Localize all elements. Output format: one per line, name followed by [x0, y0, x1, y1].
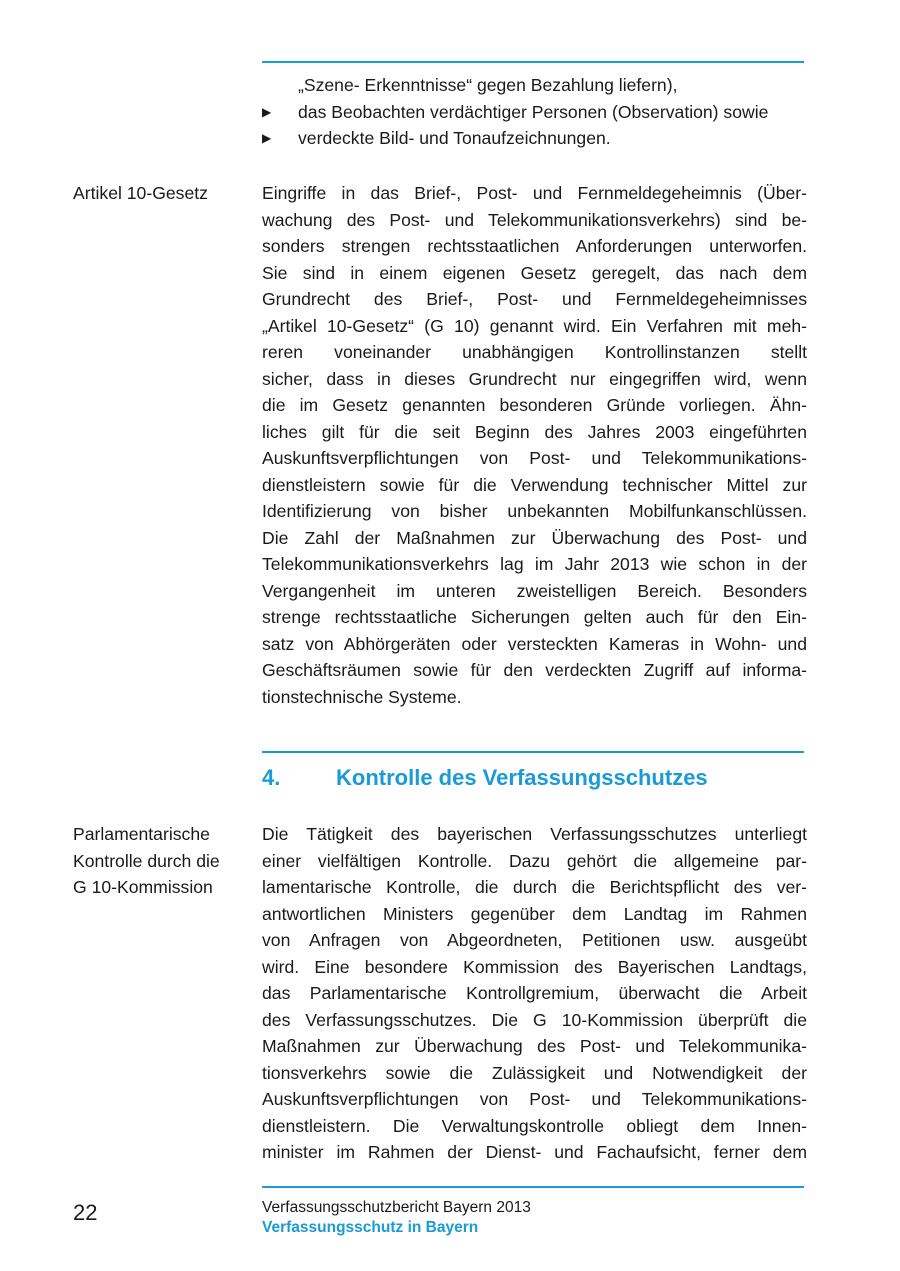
footer-publication: Verfassungsschutzbericht Bayern 2013	[262, 1199, 531, 1216]
list-item-text: das Beobachten verdächtiger Personen (Observation) sowie	[298, 101, 769, 122]
list-continuation: „Szene- Erkenntnisse“ gegen Bezahlung liefern),	[298, 75, 678, 95]
paragraph-artikel-10: Eingriffe in das Brief-, Post- und Fernmeldegeheimnis (Über- wachung des Post- und Telekommunikationsverkehrs) sind be- sonders strengen rechtsstaatlichen Anforderungen unterworfen. Sie sind in einem eigenen Gesetz geregelt, das nach dem Grundrecht des Brief-, Post- und Fernmeldegeheimnisses „Artikel 10-Gesetz“ (G 10) genannt wird. Ein Verfahren mit meh- reren voneinander unabhängigen Kontrollinstanzen stellt sicher, dass in dieses Grundrecht nur eingegriffen wird, wenn die im Gesetz genannten besonderen Gründe vorliegen. Ähn- liches gilt für die seit Beginn des Jahres 2003 eingeführten Auskunftsverpflichtungen von Post- und Telekommunikations- dienstleistern sowie für die Verwendung technischer Mittel zur Identifizierung von bisher unbekannten Mobilfunkanschlüssen. Die Zahl der Maßnahmen zur Überwachung des Post- und Telekommunikationsverkehrs lag im Jahr 2013 wie schon in der Vergangenheit im unteren zweistelligen Bereich. Besonders strenge rechtsstaatliche Sicherungen gelten auch für den Ein- satz von Abhörgeräten oder versteckten Kameras in Wohn- und Geschäftsräumen sowie für den verdeckten Zugriff auf informa- tionstechnische Systeme.	[262, 183, 807, 707]
list-item	[262, 125, 807, 152]
intro-list	[262, 72, 807, 152]
page-number: 22	[73, 1200, 98, 1225]
footer-chapter: Verfassungsschutz in Bayern	[262, 1219, 479, 1236]
bullet-icon: ▶	[262, 104, 272, 119]
section-number: 4.	[262, 765, 281, 790]
bullet-icon: ▶	[262, 131, 272, 145]
margin-label-artikel-10: Artikel 10-Gesetz	[73, 183, 208, 203]
list-item-text: verdeckte Bild- und Tonaufzeichnungen.	[298, 128, 611, 148]
top-divider	[262, 61, 804, 63]
margin-label-kontrolle: Parlamentarische Kontrolle durch die G 10-Kommission	[73, 824, 220, 897]
paragraph-kontrolle: Die Tätigkeit des bayerischen Verfassungsschutzes unterliegt einer vielfältigen Kontrolle. Dazu gehört die allgemeine par- lamentarische Kontrolle, die durch die Berichtspflicht des ver- antwortlichen Ministers gegenüber dem Landtag im Rahmen von Anfragen von Abgeordneten, Petitionen usw. ausgeübt wird. Eine besondere Kommission des Bayerischen Landtags, das Parlamentarische Kontrollgremium, überwacht die Arbeit des Verfassungsschutzes. Die G 10-Kommission überprüft die Maßnahmen zur Überwachung des Post- und Telekommunika- tionsverkehrs sowie die Zulässigkeit und Notwendigkeit der Auskunftsverpflichtungen von Post- und Telekommunikations- dienstleistern. Die Verwaltungskontrolle obliegt dem Innen- minister im Rahmen der Dienst- und Fachaufsicht, ferner dem	[262, 824, 807, 1162]
section-title: Kontrolle des Verfassungsschutzes	[336, 765, 708, 790]
section-divider	[262, 751, 804, 753]
footer-divider	[262, 1186, 804, 1188]
list-item	[262, 99, 807, 126]
footer	[262, 1198, 531, 1238]
section-heading	[262, 762, 708, 794]
